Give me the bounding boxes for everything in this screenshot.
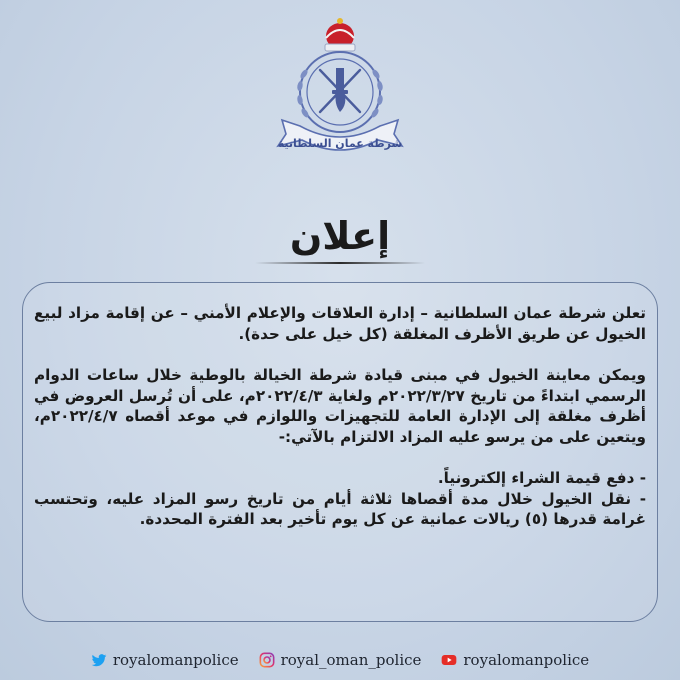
title-underline [255, 262, 425, 264]
svg-text:شرطة عمان السلطانية: شرطة عمان السلطانية [277, 137, 403, 150]
instagram-handle-text: royal_oman_police [280, 651, 422, 669]
announcement-title-wrap [0, 206, 680, 266]
youtube-handle[interactable] [441, 651, 589, 669]
condition-horse-transport: - نقل الخيول خلال مدة أقصاها ثلاثة أيام من تاريخ رسو المزاد عليه، وتحتسب غرامة قدرها (٥) ريالات عمانية عن كل يوم تأخير بعد الفترة المحددة. [34, 489, 646, 528]
instagram-handle[interactable] [259, 651, 422, 669]
condition-electronic-payment: - دفع قيمة الشراء إلكترونياً. [437, 469, 646, 487]
paragraph-intro: تعلن شرطة عمان السلطانية – إدارة العلاقات والإعلام الأمني – عن إقامة مزاد لبيع الخيول عن طريق الأظرف المغلقة (كل خيل على حدة). [34, 304, 646, 343]
twitter-handle-text: royalomanpolice [112, 651, 239, 669]
crown-icon [325, 18, 355, 51]
twitter-handle[interactable] [91, 651, 239, 669]
twitter-icon [91, 652, 107, 668]
announcement-title: إعلان [289, 214, 391, 258]
paragraph-viewing-details: ويمكن معاينة الخيول في مبنى قيادة شرطة الخيالة بالوطية خلال ساعات الدوام الرسمي ابتداءً من تاريخ ٢٠٢٢/٣/٢٧م ولغاية ٢٠٢٢/٤/٣م، على أن تُرسل العروض في أظرف مغلقة إلى الإدارة العامة للتجهيزات واللوازم في موعد أقصاه ٢٠٢٢/٤/٧م، ويتعين على من يرسو عليه المزاد الالتزام بالآتي:- [34, 366, 646, 446]
social-footer [0, 648, 680, 672]
youtube-handle-text: royalomanpolice [463, 651, 590, 669]
royal-oman-police-emblem [270, 8, 410, 163]
instagram-icon [259, 652, 275, 668]
youtube-icon [441, 652, 457, 668]
announcement-body [34, 303, 646, 530]
